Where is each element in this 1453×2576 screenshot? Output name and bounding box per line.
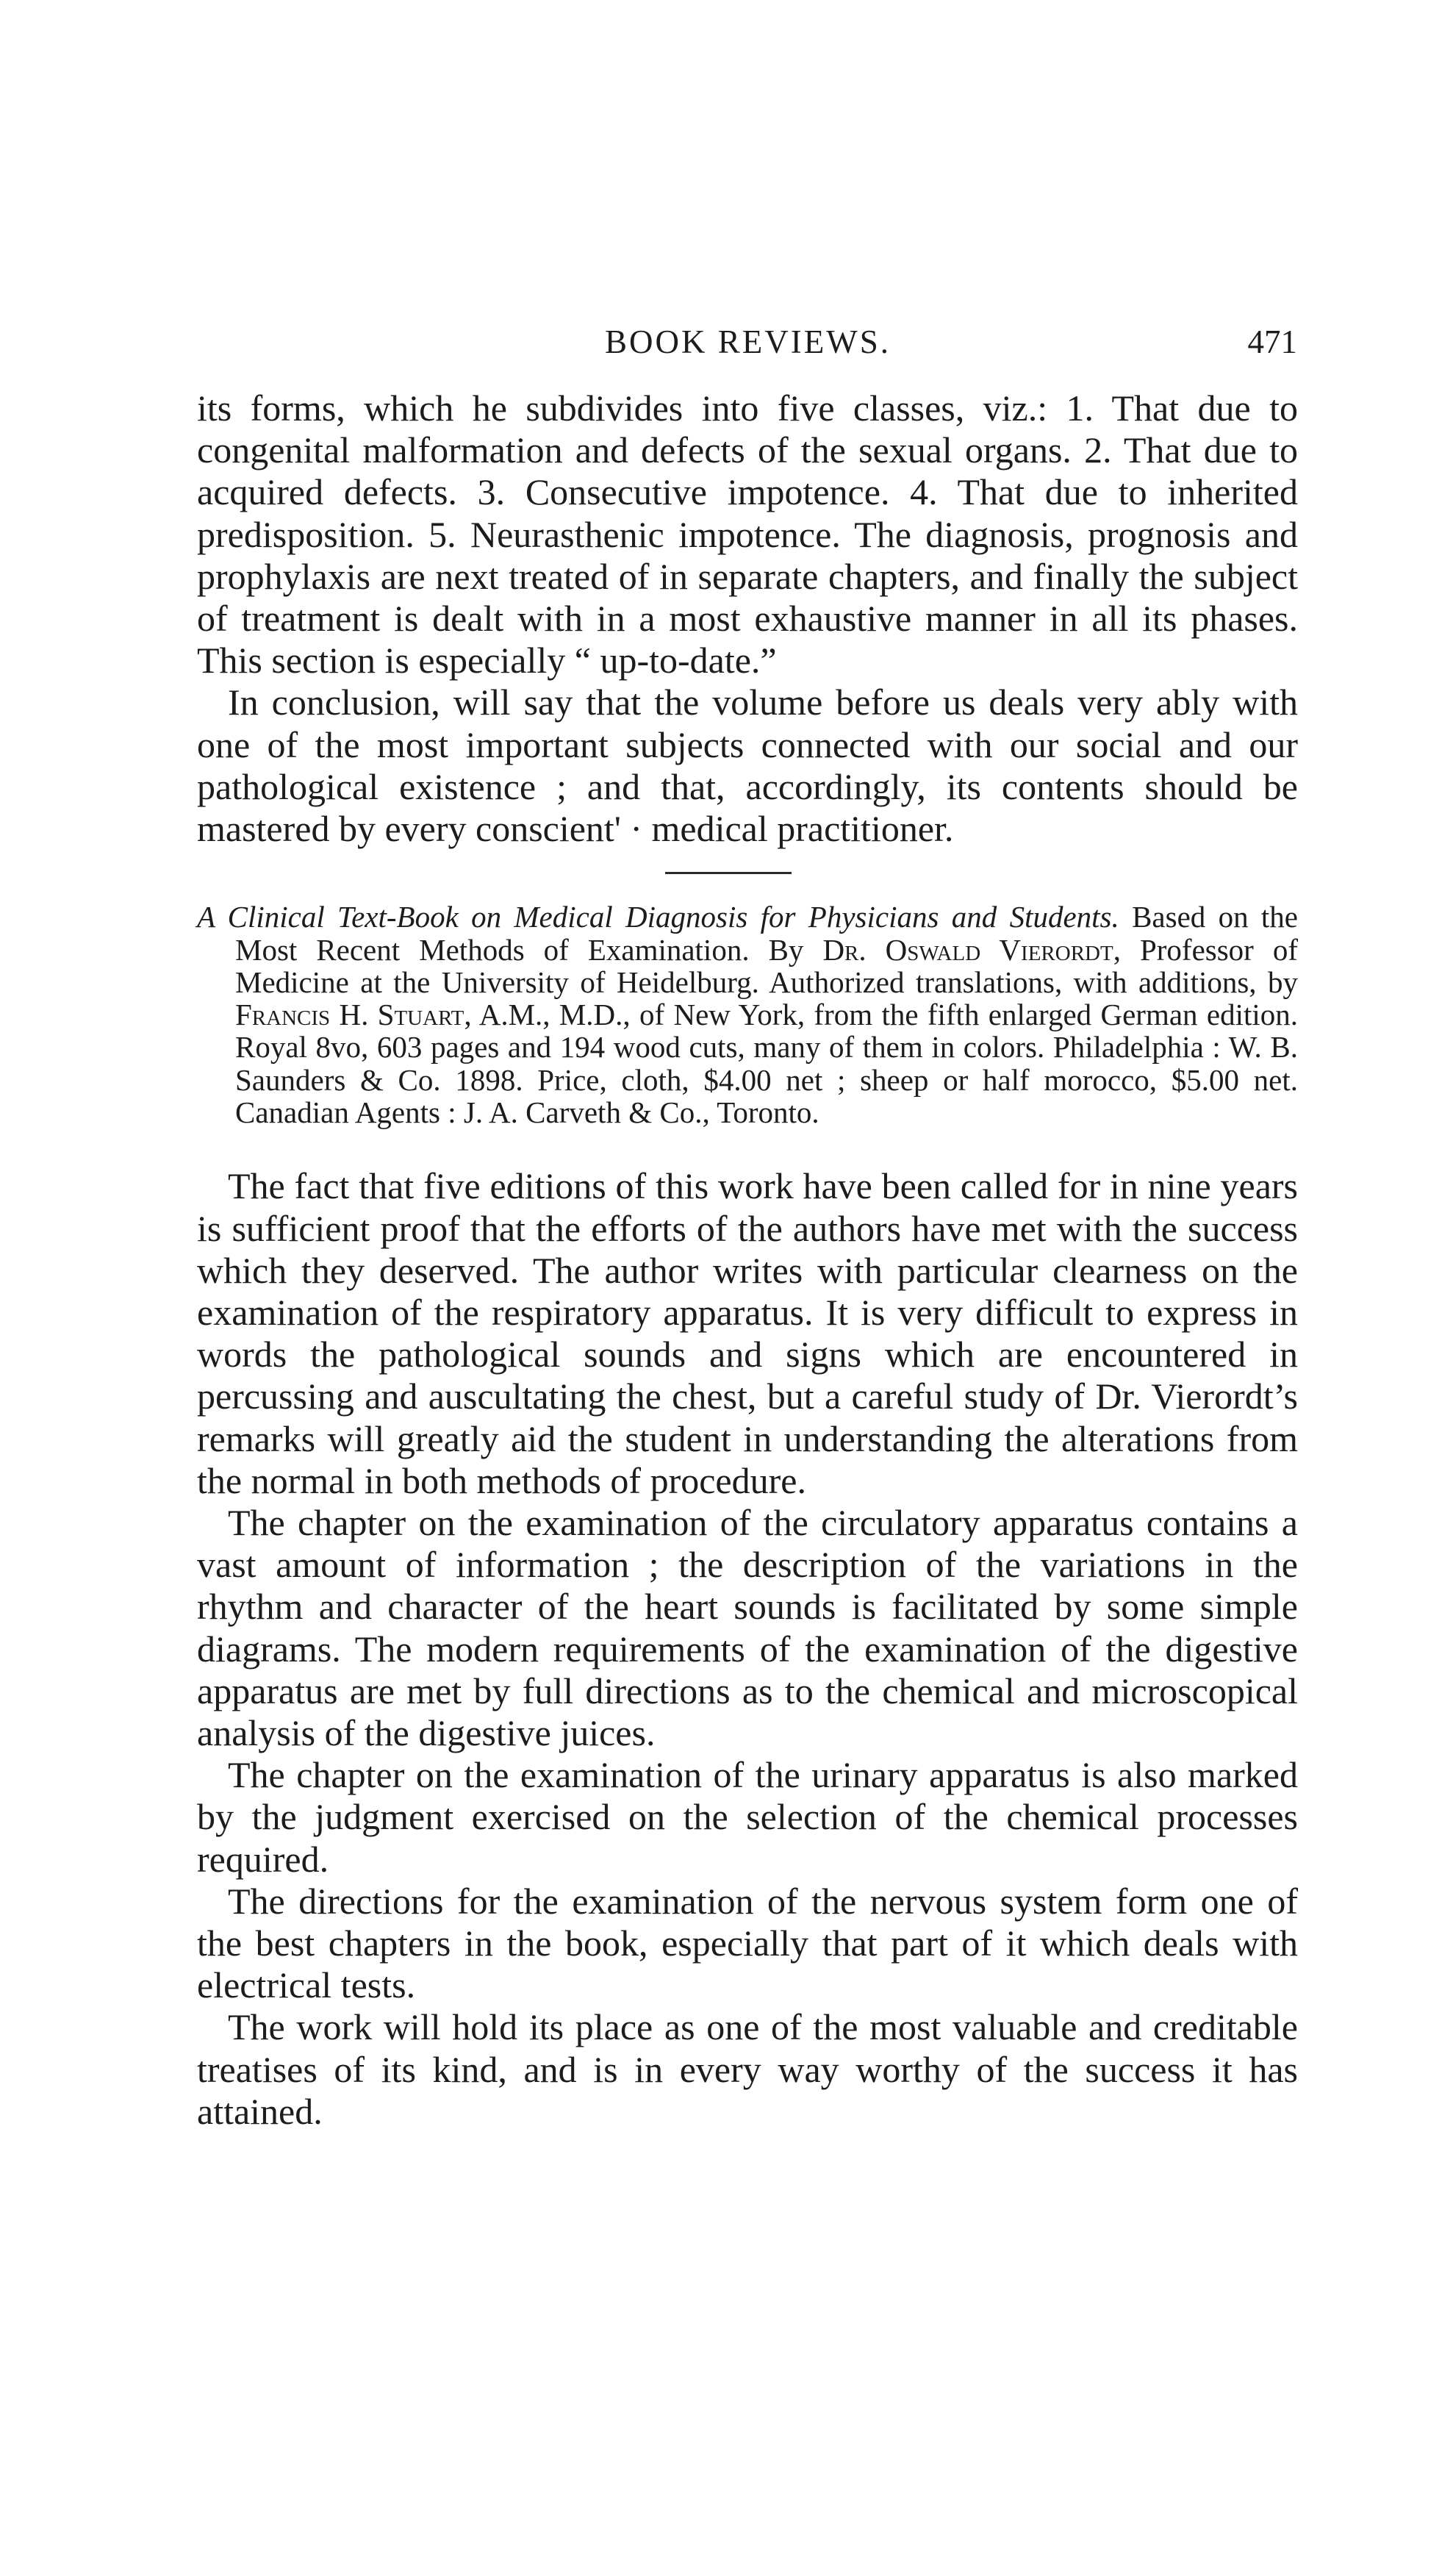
review-paragraph-4: The directions for the examination of the nervous system form one of the best chapters in the book, especially that part of it which deals with electrical tests. bbox=[197, 1880, 1298, 2006]
review-paragraph-1: The fact that five editions of this work have been called for in nine years is sufficient proof that the efforts of the authors have met with the success which they deserved. The author writes with particular clearness on the examination of the respiratory apparatus. It is very difficult to express in words the pathological sounds and signs which are encountered in percussing and auscultating the chest, but a careful study of Dr. Vierordt’s remarks will greatly aid the student in understanding the alterations from the normal in both methods of procedure. bbox=[197, 1165, 1298, 1501]
review-paragraph-3: The chapter on the examination of the urinary apparatus is also marked by the judgment exercised on the selection of the chemical processes required. bbox=[197, 1754, 1298, 1880]
page-number: 471 bbox=[1247, 323, 1297, 360]
page-body bbox=[197, 387, 1298, 2133]
continuation-paragraph-1: its forms, which he subdivides into five classes, viz.: 1. That due to congenital malformation and defects of the sexual organs. 2. That due to acquired defects. 3. Consecutive impotence. 4. That due to inherited predisposition. 5. Neurasthenic impotence. The diagnosis, prognosis and prophylaxis are next treated of in separate chapters, and finally the subject of treatment is dealt with in a most exhaustive manner in all its phases. This section is especially “ up-to-date.” bbox=[197, 387, 1298, 681]
citation-text-2: , Professor of Medicine at the University of Heidelburg. Authorized translations, with additions, by bbox=[235, 932, 1298, 999]
citation-author: Dr. Oswald Vierordt bbox=[822, 932, 1113, 967]
continuation-paragraph-2: In conclusion, will say that the volume before us deals very ably with one of the most important subjects connected with our social and our pathological existence ; and that, accordingly, its contents should be mastered by every conscient' · medical practitioner. bbox=[197, 681, 1298, 850]
review-paragraph-2: The chapter on the examination of the circulatory apparatus contains a vast amount of information ; the description of the variations in the rhythm and character of the heart sounds is facilitated by some simple diagrams. The modern requirements of the examination of the digestive apparatus are met by full directions as to the chemical and microscopical analysis of the digestive juices. bbox=[197, 1501, 1298, 1753]
running-head bbox=[198, 312, 1297, 371]
citation-text-1: Based on the Most Recent Methods of Examination. By bbox=[235, 900, 1298, 967]
section-divider bbox=[665, 872, 792, 874]
citation-translator: Francis H. Stuart bbox=[235, 998, 464, 1032]
review-paragraph-5: The work will hold its place as one of the most valuable and creditable treatises of its kind, and is in every way worthy of the success it has attained. bbox=[197, 2006, 1298, 2132]
review-citation bbox=[197, 901, 1298, 1128]
citation-text-3: , A.M., M.D., of New York, from the fifth enlarged German edition. Royal 8vo, 603 pages and 194 wood cuts, many of them in colors. Philadelphia : W. B. Saunders & Co. 1898. Price, cloth, $4.00 net ; sheep or half morocco, $5.00 net. Canadian Agents : J. A. Carveth & Co., Toronto. bbox=[235, 998, 1298, 1130]
book-title: A Clinical Text-Book on Medical Diagnosis for Physicians and Students. bbox=[197, 900, 1119, 934]
running-head-title: BOOK REVIEWS. bbox=[605, 323, 891, 360]
